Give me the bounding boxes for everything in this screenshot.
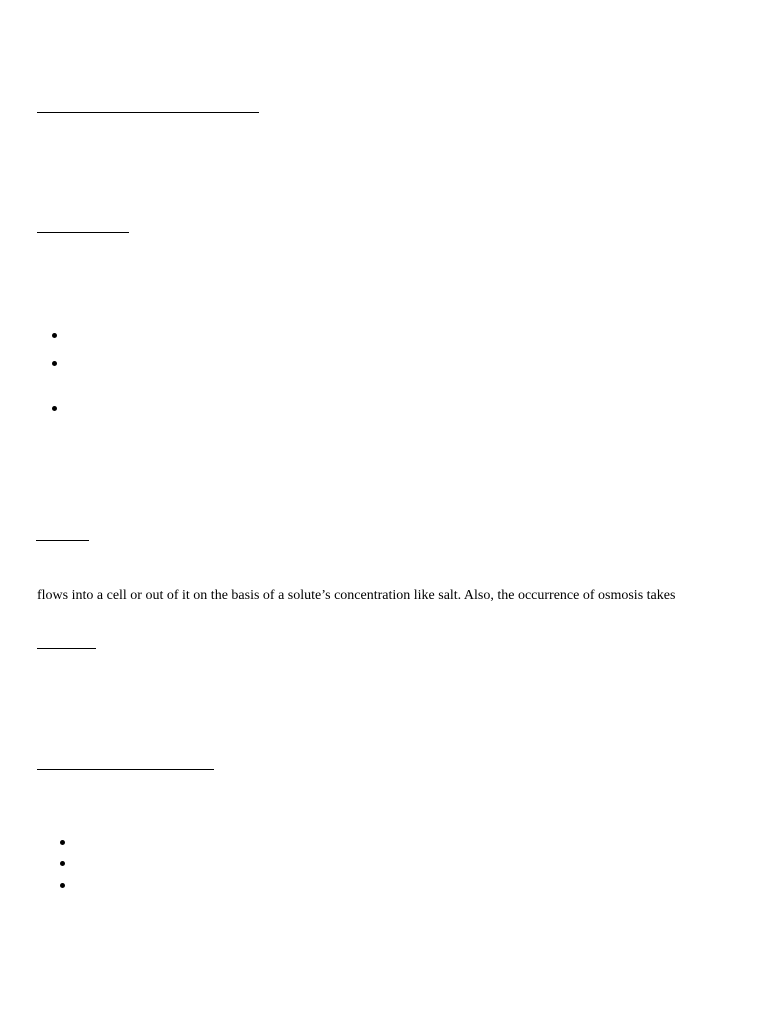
paragraph-text: flows into a cell or out of it on the basis of a solute’s concentration like salt. Also, the occurrence of osmosis takes [37,588,676,603]
heading-underline-1 [37,112,259,113]
list-bullet [52,406,57,411]
list-bullet [60,883,65,888]
list-bullet [52,361,57,366]
list-bullet [52,333,57,338]
list-bullet [60,861,65,866]
heading-underline-4 [37,648,96,649]
heading-underline-5 [37,769,214,770]
heading-underline-3 [36,540,89,541]
heading-underline-2 [37,232,129,233]
list-bullet [60,840,65,845]
